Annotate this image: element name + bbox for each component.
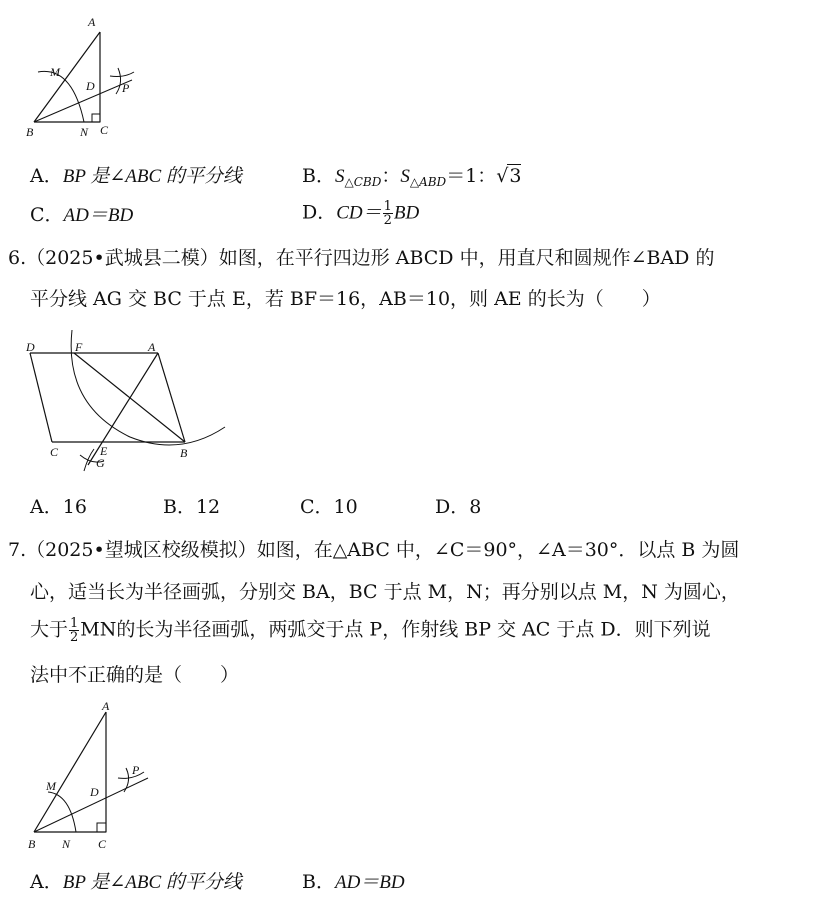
q6-option-D-value: 8 <box>469 496 482 518</box>
fig-label-A: A <box>102 699 110 713</box>
option-B-letter: B． <box>302 165 335 187</box>
q7-option-B-letter: B． <box>302 871 335 893</box>
option-C-letter: C． <box>30 204 64 226</box>
sqrt-value: 3 <box>509 165 522 187</box>
q7-line3-pre: 大于 <box>30 618 69 641</box>
q6-option-A <box>30 495 87 519</box>
fraction-half <box>383 200 393 227</box>
q7-line4: 法中不正确的是（ ） <box>30 664 240 686</box>
option-C-row <box>30 203 133 228</box>
option-C-text: AD＝BD <box>63 205 134 226</box>
fig-label-G: G <box>96 456 105 470</box>
q6-line2: 平分线 AG 交 BC 于点 E，若 BF＝16，AB＝10，则 AE 的长为（ ） <box>30 288 661 310</box>
q6-option-B <box>163 495 220 519</box>
option-B-sub1: △CBD <box>344 175 382 189</box>
fig-label-D: D <box>86 79 95 93</box>
fig-label-M: M <box>46 779 56 793</box>
q7-line3-post: MN的长为半径画弧，两弧交于点 P，作射线 BP 交 AC 于点 D．则下列说 <box>80 618 711 641</box>
option-B-colon: ： <box>381 165 401 187</box>
q6-option-A-value: 16 <box>62 496 87 518</box>
q7-option-A-letter: A． <box>30 871 63 893</box>
option-B-S2: S <box>400 166 410 187</box>
option-D-row <box>302 200 419 227</box>
q6-option-B-value: 12 <box>195 496 221 518</box>
fig-label-N: N <box>80 125 89 139</box>
fig-label-A: A <box>88 15 96 29</box>
option-D-post: BD <box>393 202 420 224</box>
fig-label-B: B <box>180 446 188 460</box>
fig-label-M: M <box>50 65 60 79</box>
fig-label-B: B <box>26 125 34 139</box>
q7-option-B <box>302 870 405 895</box>
q6-option-C <box>300 495 358 519</box>
fig-label-D: D <box>26 340 35 354</box>
fig-label-C: C <box>98 837 107 851</box>
fig-label-E: E <box>100 444 108 458</box>
q7-option-A-text: BP 是∠ABC 的平分线 <box>62 872 242 893</box>
q6-option-A-letter: A． <box>30 496 63 518</box>
fig-label-P: P <box>122 81 130 95</box>
fig-label-N: N <box>62 837 71 851</box>
q7-option-B-text: AD＝BD <box>334 872 405 893</box>
option-B-S1: S <box>334 166 345 187</box>
fig-label-P: P <box>132 763 140 777</box>
fig-label-B: B <box>28 837 36 851</box>
figure-triangle-top <box>20 10 150 145</box>
q7-line3 <box>30 617 711 644</box>
q6-option-D-letter: D． <box>435 496 470 518</box>
option-B-eq: ＝1： <box>446 165 497 187</box>
fig-label-C: C <box>50 445 59 459</box>
figure-parallelogram <box>20 325 235 475</box>
option-A-letter: A． <box>30 165 63 187</box>
option-A-text: BP 是∠ABC 的平分线 <box>62 166 242 187</box>
option-row-1 <box>30 164 242 189</box>
q6-option-C-value: 10 <box>333 496 358 518</box>
q7-option-A <box>30 870 242 895</box>
option-B-sub2: △ABD <box>409 175 447 189</box>
fig-label-C: C <box>100 123 109 137</box>
q7-line2: 心，适当长为半径画弧，分别交 BA，BC 于点 M，N；再分别以点 M，N 为圆心， <box>30 581 740 603</box>
q7-line1: 7.（2025•望城区校级模拟）如图，在△ABC 中，∠C＝90°，∠A＝30°．以点 B 为圆 <box>8 539 740 561</box>
fig-label-F: F <box>75 340 83 354</box>
q6-option-B-letter: B． <box>163 496 196 518</box>
option-B-row <box>302 164 521 194</box>
q6-option-C-letter: C． <box>300 496 334 518</box>
q6-option-D <box>435 495 481 519</box>
figure-triangle-q7 <box>20 698 160 856</box>
fraction-den: 2 <box>383 213 392 228</box>
q6-line1: 6.（2025•武城县二模）如图，在平行四边形 ABCD 中，用直尺和圆规作∠BAD 的 <box>8 247 715 269</box>
fig-label-A: A <box>148 340 156 354</box>
q7-fraction-num: 1 <box>70 616 79 631</box>
q7-fraction-den: 2 <box>70 630 79 645</box>
option-D-letter: D． <box>302 201 337 224</box>
fraction-num: 1 <box>383 199 392 214</box>
sqrt-sign: √ <box>496 165 509 187</box>
q7-fraction <box>69 617 79 644</box>
option-D-pre: CD＝ <box>336 202 382 224</box>
fig-label-D: D <box>90 785 99 799</box>
